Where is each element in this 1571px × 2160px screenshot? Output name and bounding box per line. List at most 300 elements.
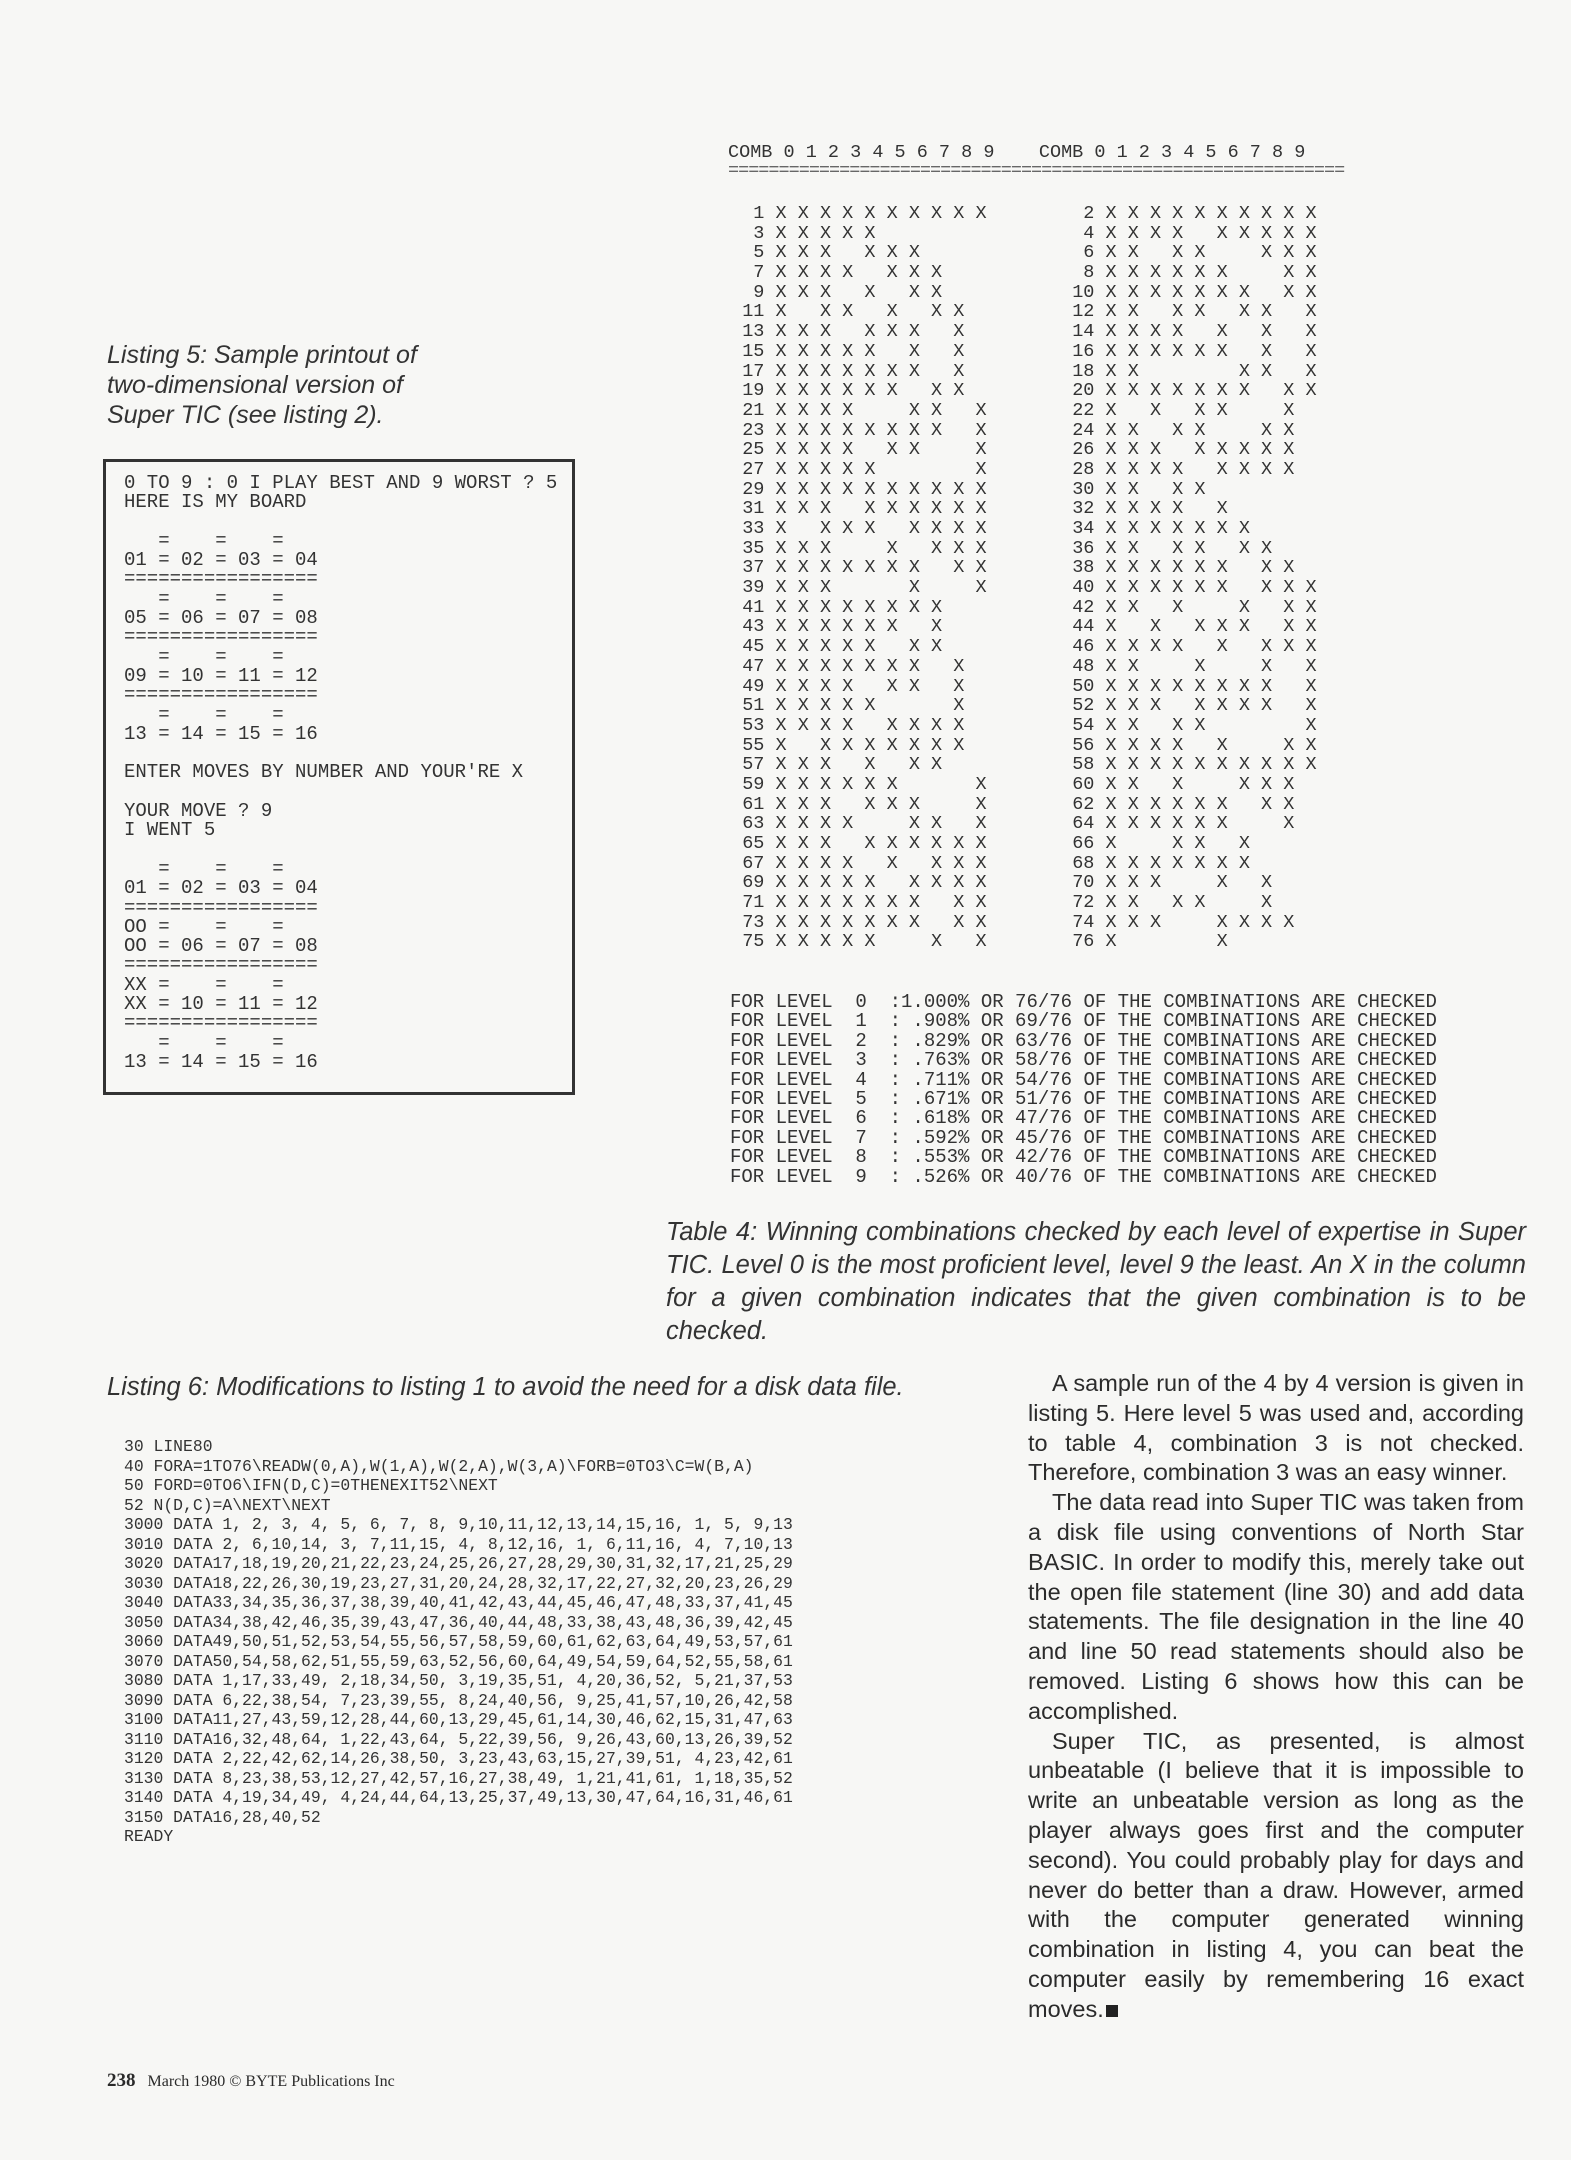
check-mark: X <box>908 203 920 224</box>
check-mark: X <box>775 734 787 756</box>
check-mark: X <box>1127 301 1139 323</box>
check-mark: X <box>819 281 832 303</box>
printout-line: 01 = 02 = 03 = 04 <box>124 549 318 572</box>
check-mark: X <box>975 537 987 559</box>
check-mark: X <box>1105 301 1117 323</box>
check-mark: X <box>1305 281 1317 303</box>
empty-cell <box>1261 931 1272 952</box>
check-mark: X <box>931 852 943 874</box>
check-mark: X <box>1261 636 1273 658</box>
code-line: 3100 DATA11,27,43,59,12,28,44,60,13,29,45,61,14,30,46,62,15,31,47,63 <box>124 1710 793 1729</box>
check-mark: X <box>1105 793 1117 815</box>
check-mark: X <box>908 911 920 933</box>
check-mark: X <box>1238 596 1250 618</box>
check-mark: X <box>1238 773 1250 795</box>
check-mark: X <box>775 616 787 638</box>
empty-cell <box>864 538 875 559</box>
check-mark: X <box>775 380 787 402</box>
check-mark: X <box>1105 281 1117 303</box>
check-mark: X <box>975 557 987 579</box>
check-mark: X <box>797 537 809 559</box>
check-mark: X <box>1305 242 1317 264</box>
page-number: 238 <box>107 2070 136 2091</box>
check-mark: X <box>1127 380 1139 402</box>
check-mark: X <box>775 773 787 795</box>
combination-number: 76 <box>1050 931 1106 953</box>
empty-cell <box>798 735 809 756</box>
check-mark: X <box>864 931 876 953</box>
check-mark: X <box>819 931 832 953</box>
printout-line: ================= <box>124 684 318 707</box>
check-mark: X <box>1238 360 1250 382</box>
check-mark: X <box>775 675 787 697</box>
check-mark: X <box>953 360 965 382</box>
check-mark: X <box>886 655 898 677</box>
code-line: 3060 DATA49,50,51,52,53,54,55,56,57,58,59,60,61,62,63,64,49,53,57,61 <box>124 1632 793 1651</box>
check-mark: X <box>1105 498 1117 520</box>
check-mark: X <box>931 419 943 441</box>
level-summary <box>730 993 1437 1187</box>
check-mark: X <box>975 833 987 854</box>
check-mark: X <box>864 380 876 402</box>
check-mark: X <box>1238 281 1250 303</box>
paragraph-text: Super TIC, as presented, is almost unbeatable (I believe that it is impossible to write an unbeatable version as long as the player always goes first and the computer second). You could probably play for days and never do better than a draw. However, armed with the computer generated winning combination in listing 4, you can beat the computer easily by remembering 16 exact moves. <box>1028 1727 1524 2022</box>
check-mark: X <box>1105 616 1117 638</box>
empty-cell <box>1239 735 1250 756</box>
check-mark: X <box>1194 242 1206 264</box>
combination-number: 37 <box>720 557 776 579</box>
check-mark: X <box>1149 340 1162 362</box>
empty-cell <box>975 754 986 775</box>
check-mark: X <box>1194 675 1206 697</box>
check-mark: X <box>797 892 809 914</box>
empty-cell <box>909 380 920 401</box>
check-mark: X <box>1283 773 1295 795</box>
check-mark: X <box>1105 773 1117 795</box>
empty-cell <box>1239 577 1250 598</box>
empty-cell <box>931 223 942 244</box>
check-mark: X <box>819 458 832 480</box>
combination-row <box>1050 460 1317 480</box>
check-mark: X <box>931 714 943 736</box>
check-mark: X <box>1127 636 1139 658</box>
check-mark: X <box>775 281 787 303</box>
check-mark: X <box>1127 439 1139 461</box>
combination-number: 12 <box>1050 301 1106 323</box>
empty-cell <box>953 223 964 244</box>
combination-row <box>1050 736 1317 756</box>
level-row: FOR LEVEL 2 : .829% OR 63/76 OF THE COMBINATIONS ARE CHECKED <box>730 1029 1437 1052</box>
empty-cell <box>1283 853 1294 874</box>
check-mark: X <box>1216 577 1228 599</box>
check-mark: X <box>819 577 832 599</box>
combination-row <box>1050 637 1317 657</box>
code-line: 3050 DATA34,38,42,46,35,39,43,47,36,40,44,48,33,38,43,48,36,39,42,45 <box>124 1612 793 1632</box>
empty-cell <box>1283 931 1294 952</box>
code-line: 3130 DATA 8,23,38,53,12,27,42,57,16,27,38,49, 1,21,41,61, 1,18,35,52 <box>124 1768 793 1788</box>
check-mark: X <box>1216 793 1228 815</box>
check-mark: X <box>886 596 898 618</box>
check-mark: X <box>1194 301 1206 323</box>
check-mark: X <box>797 321 809 343</box>
check-mark: X <box>1172 281 1184 303</box>
listing5-caption: Listing 5: Sample printout of two-dimensional version of Super TIC (see listing 2). <box>107 341 417 429</box>
check-mark: X <box>1238 616 1250 638</box>
check-mark: X <box>842 734 854 756</box>
empty-cell <box>1305 931 1316 952</box>
check-mark: X <box>1238 203 1250 224</box>
empty-cell <box>1239 813 1250 834</box>
combination-row <box>1050 598 1317 618</box>
check-mark: X <box>931 872 943 894</box>
check-mark: X <box>1172 321 1184 343</box>
combination-row <box>1050 263 1317 283</box>
check-mark: X <box>819 655 832 677</box>
empty-cell <box>1305 420 1316 441</box>
check-mark: X <box>1216 852 1228 874</box>
check-mark: X <box>1172 518 1184 539</box>
check-mark: X <box>886 734 898 756</box>
check-mark: X <box>1127 222 1139 244</box>
empty-cell <box>953 439 964 460</box>
check-mark: X <box>1283 596 1295 618</box>
check-mark: X <box>819 852 832 874</box>
code-line: 52 N(D,C)=A\NEXT\NEXT <box>124 1495 331 1515</box>
check-mark: X <box>1127 675 1139 697</box>
level-row: FOR LEVEL 7 : .592% OR 45/76 OF THE COMBINATIONS ARE CHECKED <box>730 1126 1437 1149</box>
empty-cell <box>953 754 964 775</box>
check-mark: X <box>931 537 943 559</box>
empty-cell <box>1194 321 1205 342</box>
check-mark: X <box>797 616 809 638</box>
combination-number: 3 <box>720 222 776 244</box>
check-mark: X <box>908 655 920 677</box>
empty-cell <box>1305 439 1316 460</box>
empty-cell <box>1217 479 1228 500</box>
empty-cell <box>842 242 853 263</box>
check-mark: X <box>1305 301 1317 323</box>
check-mark: X <box>908 833 920 854</box>
check-mark: X <box>908 872 920 894</box>
check-mark: X <box>819 518 832 539</box>
combination-number: 39 <box>720 577 776 599</box>
empty-cell <box>1239 715 1250 736</box>
check-mark: X <box>819 911 832 933</box>
check-mark: X <box>1105 222 1117 244</box>
check-mark: X <box>842 813 854 835</box>
check-mark: X <box>864 636 876 658</box>
check-mark: X <box>797 439 809 461</box>
check-mark: X <box>797 399 809 421</box>
check-mark: X <box>1149 222 1162 244</box>
combination-number: 42 <box>1050 596 1106 618</box>
empty-cell <box>931 439 942 460</box>
check-mark: X <box>1305 636 1317 658</box>
combination-row <box>1050 834 1317 854</box>
empty-cell <box>1283 301 1294 322</box>
check-mark: X <box>775 813 787 835</box>
printout-line: ENTER MOVES BY NUMBER AND YOUR'RE X <box>124 761 524 784</box>
check-mark: X <box>775 419 787 441</box>
combination-number: 5 <box>720 242 776 264</box>
check-mark: X <box>908 518 920 539</box>
empty-cell <box>887 341 898 362</box>
check-mark: X <box>797 714 809 736</box>
check-mark: X <box>1216 321 1228 343</box>
empty-cell <box>1172 695 1183 716</box>
check-mark: X <box>864 892 876 914</box>
check-mark: X <box>775 892 787 914</box>
check-mark: X <box>1105 577 1117 599</box>
combination-number: 45 <box>720 636 776 658</box>
check-mark: X <box>1194 793 1206 815</box>
check-mark: X <box>953 872 965 894</box>
printout-line: OO = = = <box>124 915 284 938</box>
check-mark: X <box>1127 478 1139 500</box>
printout-line <box>124 513 557 532</box>
check-mark: X <box>931 596 943 618</box>
combination-row <box>1050 243 1317 263</box>
check-mark: X <box>1238 458 1250 480</box>
combination-number: 60 <box>1050 773 1106 795</box>
check-mark: X <box>1261 911 1273 933</box>
check-mark: X <box>1194 714 1206 736</box>
empty-cell <box>1150 715 1161 736</box>
printout-line: XX = 10 = 11 = 12 <box>124 993 318 1016</box>
combination-row <box>1050 932 1317 952</box>
check-mark: X <box>842 596 854 618</box>
combination-number: 8 <box>1050 262 1106 284</box>
empty-cell <box>864 301 875 322</box>
check-mark: X <box>1216 281 1228 303</box>
check-mark: X <box>1261 439 1273 461</box>
check-mark: X <box>1149 203 1162 224</box>
check-mark: X <box>1149 380 1162 402</box>
check-mark: X <box>864 498 876 520</box>
check-mark: X <box>1127 892 1139 914</box>
check-mark: X <box>1172 833 1184 854</box>
check-mark: X <box>1305 616 1317 638</box>
combination-row <box>720 401 987 421</box>
empty-cell <box>1283 715 1294 736</box>
check-mark: X <box>931 301 943 323</box>
empty-cell <box>1239 341 1250 362</box>
check-mark: X <box>1283 380 1295 402</box>
code-line: 3030 DATA18,22,26,30,19,23,27,31,20,24,28,32,17,22,27,32,20,23,26,29 <box>124 1573 793 1593</box>
check-mark: X <box>1149 911 1162 933</box>
check-mark: X <box>842 458 854 480</box>
check-mark: X <box>797 577 809 599</box>
check-mark: X <box>975 852 987 874</box>
check-mark: X <box>797 498 809 520</box>
empty-cell <box>1150 420 1161 441</box>
empty-cell <box>1305 912 1316 933</box>
combination-row <box>1050 224 1317 244</box>
check-mark: X <box>1127 577 1139 599</box>
printout-line: YOUR MOVE ? 9 <box>124 800 273 823</box>
check-mark: X <box>1149 872 1162 894</box>
combination-number: 9 <box>720 281 776 303</box>
check-mark: X <box>1216 518 1228 539</box>
combination-row <box>720 775 987 795</box>
check-mark: X <box>1238 537 1250 559</box>
empty-cell <box>842 321 853 342</box>
empty-cell <box>1305 479 1316 500</box>
check-mark: X <box>1238 380 1250 402</box>
check-mark: X <box>1216 636 1228 658</box>
combination-number: 23 <box>720 419 776 441</box>
check-mark: X <box>1261 537 1273 559</box>
combination-number: 49 <box>720 675 776 697</box>
check-mark: X <box>819 360 832 382</box>
empty-cell <box>1194 912 1205 933</box>
check-mark: X <box>931 498 943 520</box>
check-mark: X <box>1194 380 1206 402</box>
combination-row <box>720 814 987 834</box>
check-mark: X <box>1105 636 1117 658</box>
code-line: READY <box>124 1827 174 1846</box>
combination-number: 75 <box>720 931 776 953</box>
combination-number: 6 <box>1050 242 1106 264</box>
empty-cell <box>864 715 875 736</box>
check-mark: X <box>1127 557 1139 579</box>
combination-number: 58 <box>1050 754 1106 776</box>
combination-row <box>720 932 987 952</box>
check-mark: X <box>1216 813 1228 835</box>
check-mark: X <box>819 675 832 697</box>
combination-number: 24 <box>1050 419 1106 441</box>
empty-cell <box>909 774 920 795</box>
empty-cell <box>975 242 986 263</box>
header-rule: ============================================================= <box>728 160 1345 181</box>
check-mark: X <box>1172 754 1184 776</box>
combination-row <box>1050 657 1317 677</box>
footer-text: March 1980 © BYTE Publications Inc <box>147 2073 395 2090</box>
check-mark: X <box>1105 675 1117 697</box>
check-mark: X <box>1194 754 1206 776</box>
check-mark: X <box>819 636 832 658</box>
empty-cell <box>1305 872 1316 893</box>
check-mark: X <box>975 439 987 461</box>
check-mark: X <box>797 852 809 874</box>
empty-cell <box>1261 853 1272 874</box>
empty-cell <box>1150 538 1161 559</box>
combination-number: 40 <box>1050 577 1106 599</box>
check-mark: X <box>819 301 832 323</box>
even-combinations-column <box>1050 204 1317 952</box>
check-mark: X <box>775 360 787 382</box>
empty-cell <box>975 321 986 342</box>
combination-row <box>1050 814 1317 834</box>
combination-row <box>1050 499 1317 519</box>
code-line: 3020 DATA17,18,19,20,21,22,23,24,25,26,27,28,29,30,31,32,17,21,25,29 <box>124 1554 793 1573</box>
check-mark: X <box>953 321 965 343</box>
check-mark: X <box>1172 793 1184 815</box>
level-row: FOR LEVEL 3 : .763% OR 58/76 OF THE COMBINATIONS ARE CHECKED <box>730 1049 1437 1072</box>
combination-row <box>1050 381 1317 401</box>
combination-row <box>1050 519 1317 539</box>
check-mark: X <box>886 478 898 500</box>
empty-cell <box>842 538 853 559</box>
empty-cell <box>887 931 898 952</box>
combination-number: 73 <box>720 911 776 933</box>
empty-cell <box>842 498 853 519</box>
combination-row <box>1050 342 1317 362</box>
check-mark: X <box>819 793 832 815</box>
check-mark: X <box>1194 852 1206 874</box>
code-line: 40 FORA=1TO76\READW(0,A),W(1,A),W(2,A),W(3,A)\FORB=0TO3\C=W(B,A) <box>124 1456 754 1476</box>
check-mark: X <box>819 439 832 461</box>
check-mark: X <box>1194 439 1206 461</box>
printout-line: HERE IS MY BOARD <box>124 491 307 514</box>
check-mark: X <box>1172 301 1184 323</box>
combination-row <box>720 617 987 637</box>
check-mark: X <box>842 773 854 795</box>
check-mark: X <box>1283 458 1295 480</box>
check-mark: X <box>819 596 832 618</box>
check-mark: X <box>797 222 809 244</box>
check-mark: X <box>931 754 943 776</box>
empty-cell <box>1194 931 1205 952</box>
combination-number: 55 <box>720 734 776 756</box>
check-mark: X <box>886 203 898 224</box>
check-mark: X <box>819 340 832 362</box>
combinations-table <box>720 142 1345 953</box>
check-mark: X <box>1194 399 1206 421</box>
check-mark: X <box>886 911 898 933</box>
empty-cell <box>1261 597 1272 618</box>
check-mark: X <box>1305 262 1317 284</box>
empty-cell <box>1261 715 1272 736</box>
printout-line: 13 = 14 = 15 = 16 <box>124 722 318 745</box>
check-mark: X <box>1149 518 1162 539</box>
check-mark: X <box>1149 852 1162 874</box>
check-mark: X <box>842 695 854 717</box>
combination-number: 32 <box>1050 498 1106 520</box>
check-mark: X <box>1283 616 1295 638</box>
empty-cell <box>1283 695 1294 716</box>
empty-cell <box>1217 774 1228 795</box>
check-mark: X <box>797 242 809 264</box>
empty-cell <box>1283 892 1294 913</box>
empty-cell <box>953 420 964 441</box>
combination-row <box>1050 362 1317 382</box>
combination-row <box>720 795 987 815</box>
check-mark: X <box>1172 478 1184 500</box>
check-mark: X <box>1127 872 1139 894</box>
check-mark: X <box>797 773 809 795</box>
empty-cell <box>1283 321 1294 342</box>
check-mark: X <box>775 458 787 480</box>
check-mark: X <box>819 321 832 343</box>
printout-line: 01 = 02 = 03 = 04 <box>124 877 318 900</box>
check-mark: X <box>775 262 787 284</box>
check-mark: X <box>842 380 854 402</box>
check-mark: X <box>1283 813 1295 835</box>
check-mark: X <box>797 833 809 854</box>
check-mark: X <box>1194 340 1206 362</box>
check-mark: X <box>1305 734 1317 756</box>
combination-number: 50 <box>1050 675 1106 697</box>
check-mark: X <box>1305 754 1317 776</box>
check-mark: X <box>1105 380 1117 402</box>
check-mark: X <box>1127 321 1139 343</box>
check-mark: X <box>842 518 854 539</box>
combination-number: 13 <box>720 321 776 343</box>
check-mark: X <box>842 675 854 697</box>
check-mark: X <box>953 478 965 500</box>
combination-number: 2 <box>1050 203 1106 224</box>
